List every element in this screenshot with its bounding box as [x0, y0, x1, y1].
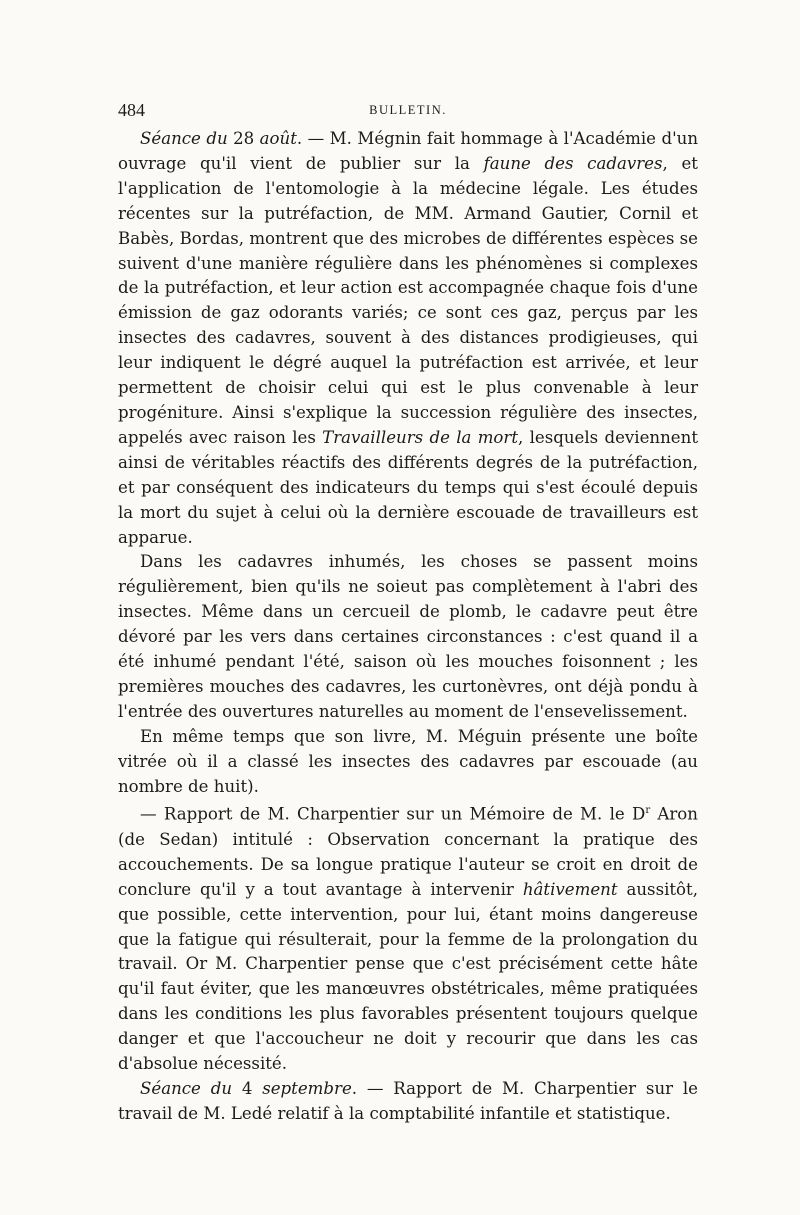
emphasis-text: hâtivement: [522, 879, 618, 899]
paragraph-text: — Rapport de M. Charpentier sur un Mémoire de M. le D: [140, 805, 646, 824]
paragraph-seance-4-septembre: [118, 1077, 698, 1127]
paragraph-seance-28-aout: [118, 127, 698, 550]
paragraph-text: , et l'application de l'entomologie à la médecine légale. Les études récentes sur la putréfaction, de MM. Armand Gautier, Cornil et Babès, Bordas, montrent que des microbes de différentes espèces se suivent d'une manière régulière dans les phénomènes si complexes de la putréfaction, et leur action est accompagnée chaque fois d'une émission de gaz odorants variés; ce sont ces gaz, perçus par les insectes des cadavres, souvent à des distances prodigieuses, qui leur indiquent le dégré auquel la putréfaction est arrivée, et leur permettent de choisir celui qui est le plus convenable à leur progéniture. Ainsi s'explique la succession régulière des insectes, appelés avec raison les: [118, 153, 698, 447]
paragraph-text: Aron (de Sedan) intitulé : Observation concernant la pratique des accouchements. De sa longue pratique l'auteur se croit en droit de conclure qu'il y a tout avantage à intervenir: [118, 805, 698, 899]
emphasis-text: Travailleurs de la mort: [322, 427, 519, 447]
page-header: [118, 100, 698, 126]
page-number: 484: [118, 100, 145, 120]
paragraph-meguin-boite: En même temps que son livre, M. Méguin présente une boîte vitrée où il a classé les insectes des cadavres par escouade (au nombre de huit).: [118, 726, 698, 796]
superscript: r: [645, 805, 651, 817]
paragraph-text: . — M. Mégnin fait hommage à l'Académie d'un ouvrage qu'il vient de publier sur la: [118, 129, 699, 173]
seance-month: août: [259, 129, 297, 148]
seance-month: septembre: [262, 1078, 352, 1098]
paragraph-cadavres-inhumes: Dans les cadavres inhumés, les choses se passent moins régulièrement, bien qu'ils ne soieut pas complètement à l'abri des insectes. Même dans un cercueil de plomb, le cadavre peut être dévoré par les vers dans certaines circonstances : c'est quand il a été inhumé pendant l'été, saison où les mouches foisonnent ; les premières mouches des cadavres, les curtonèvres, ont déjà pondu à l'entrée des ouvertures naturelles au moment de l'ensevelissement.: [118, 552, 698, 721]
paragraph-text: , lesquels deviennent ainsi de véritables réactifs des différents degrés de la putréfaction, et par conséquent des indicateurs du temps qui s'est écoulé depuis la mort du sujet à celui où la dernière escouade de travailleurs est apparue.: [118, 427, 698, 547]
running-head: BULLETIN.: [369, 103, 447, 117]
paragraph-text: aussitôt, que possible, cette intervention, pour lui, étant moins dangereuse que la fatigue qui résulterait, pour la femme de la prolongation du travail. Or M. Charpentier pense que c'est précisément cette hâte qu'il faut éviter, que les manœuvres obstétricales, même pratiquées dans les conditions les plus favorables présentent toujours quelque danger et que l'accoucheur ne doit y recourir que dans les cas d'absolue nécessité.: [118, 879, 698, 1074]
seance-label: Séance du: [140, 129, 228, 148]
paragraph-rapport-charpentier: [118, 799, 698, 1077]
seance-day: 28: [227, 129, 260, 148]
paragraph-text: . — Rapport de M. Charpentier sur le travail de M. Ledé relatif à la comptabilité infantile et statistique.: [118, 1078, 699, 1123]
seance-label: Séance du: [140, 1078, 233, 1098]
book-title: faune des cadavres: [483, 153, 663, 173]
seance-day: 4: [232, 1078, 263, 1098]
page: [118, 100, 698, 1127]
